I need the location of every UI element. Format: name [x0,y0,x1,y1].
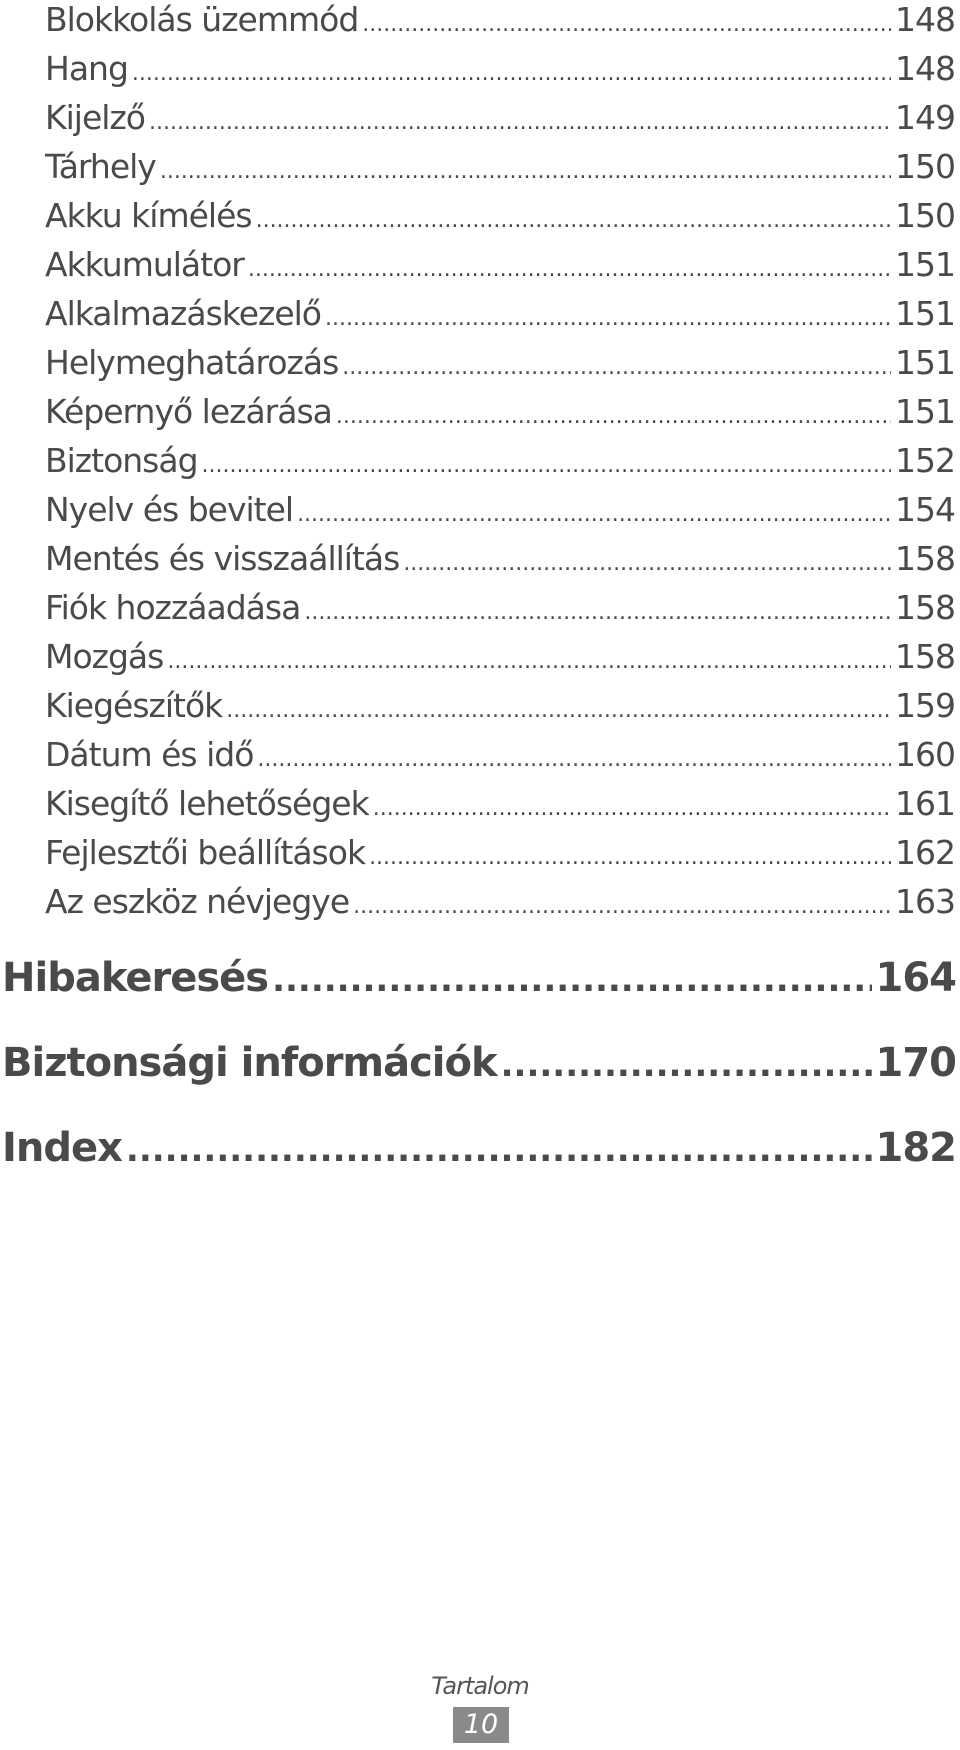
dot-leader [373,784,891,823]
dot-leader [167,637,891,676]
toc-entry-title: Kiegészítők [45,686,223,725]
toc-entry[interactable] [45,490,955,538]
toc-entry-title: Fiók hozzáadása [45,588,301,627]
toc-entry-title: Alkalmazáskezelő [45,294,321,333]
dot-leader [202,441,891,480]
toc-entry[interactable] [45,735,955,783]
toc-entry-title: Biztonság [45,441,198,480]
dot-leader [248,245,891,284]
toc-entry-title: Hang [45,49,128,88]
dot-leader [403,539,891,578]
dot-leader [501,1040,872,1086]
toc-entry-title: Helymeghatározás [45,343,339,382]
page-number-badge: 10 [453,1707,509,1743]
dot-leader [257,735,891,774]
toc-entry-page: 160 [895,735,955,774]
toc-entry-title: Dátum és idő [45,735,254,774]
toc-entry-page: 163 [895,882,955,921]
toc-entry-page: 150 [895,147,955,186]
toc-entry[interactable] [45,588,955,636]
toc-entry-title: Az eszköz névjegye [45,882,350,921]
dot-leader [272,955,871,1001]
toc-entry-page: 158 [895,588,955,627]
footer-section-label: Tartalom [431,1672,529,1700]
dot-leader [353,882,891,921]
toc-entry-title: Nyelv és bevitel [45,490,294,529]
toc-entry-title: Tárhely [45,147,156,186]
toc-entry-title: Akku kímélés [45,196,252,235]
dot-leader [325,294,891,333]
toc-entry-title: Kijelző [45,98,145,137]
toc-chapter-title: Hibakeresés [2,955,269,1001]
toc-entry[interactable] [45,833,955,881]
toc-entry[interactable] [45,637,955,685]
toc-entry-title: Képernyő lezárása [45,392,332,431]
toc-entry[interactable] [45,784,955,832]
toc-entry[interactable] [45,0,955,48]
toc-entry-page: 152 [895,441,955,480]
dot-leader [126,1125,872,1171]
toc-entry[interactable] [45,245,955,293]
toc-entry-page: 151 [895,294,955,333]
toc-entry-title: Mozgás [45,637,164,676]
toc-entry-page: 154 [895,490,955,529]
toc-entry-title: Akkumulátor [45,245,244,284]
toc-entry-page: 159 [895,686,955,725]
toc-entry-title: Blokkolás üzemmód [45,0,359,39]
toc-entry-page: 158 [895,539,955,578]
toc-entry-page: 162 [895,833,955,872]
dot-leader [342,343,891,382]
dot-leader [369,833,891,872]
dot-leader [304,588,891,627]
toc-entry-page: 148 [895,49,955,88]
dot-leader [297,490,891,529]
toc-chapter-page: 182 [875,1125,956,1171]
toc-entry[interactable] [45,343,955,391]
toc-entry-page: 151 [895,245,955,284]
dot-leader [362,0,891,39]
toc-entry[interactable] [45,196,955,244]
toc-chapter-entry[interactable] [2,955,956,1019]
toc-entry[interactable] [45,882,955,930]
toc-entry[interactable] [45,98,955,146]
toc-entry-page: 150 [895,196,955,235]
toc-chapter-title: Index [2,1125,122,1171]
toc-entry[interactable] [45,539,955,587]
toc-chapter-entry[interactable] [2,1040,956,1104]
dot-leader [149,98,891,137]
dot-leader [132,49,891,88]
toc-chapter-page: 170 [875,1040,956,1086]
toc-entry-page: 149 [895,98,955,137]
dot-leader [226,686,891,725]
toc-entry-title: Mentés és visszaállítás [45,539,400,578]
toc-entry[interactable] [45,49,955,97]
dot-leader [336,392,891,431]
toc-chapter-page: 164 [875,955,956,1001]
toc-entry-title: Fejlesztői beállítások [45,833,366,872]
toc-entry[interactable] [45,392,955,440]
toc-chapter-title: Biztonsági információk [2,1040,497,1086]
toc-entry-page: 161 [895,784,955,823]
toc-entry[interactable] [45,147,955,195]
toc-entry-page: 148 [895,0,955,39]
dot-leader [160,147,891,186]
dot-leader [256,196,891,235]
toc-chapter-entry[interactable] [2,1125,956,1189]
toc-entry[interactable] [45,686,955,734]
toc-entry-page: 151 [895,343,955,382]
toc-entry-page: 158 [895,637,955,676]
toc-entry-title: Kisegítő lehetőségek [45,784,369,823]
toc-entry-page: 151 [895,392,955,431]
toc-entry[interactable] [45,441,955,489]
toc-entry[interactable] [45,294,955,342]
